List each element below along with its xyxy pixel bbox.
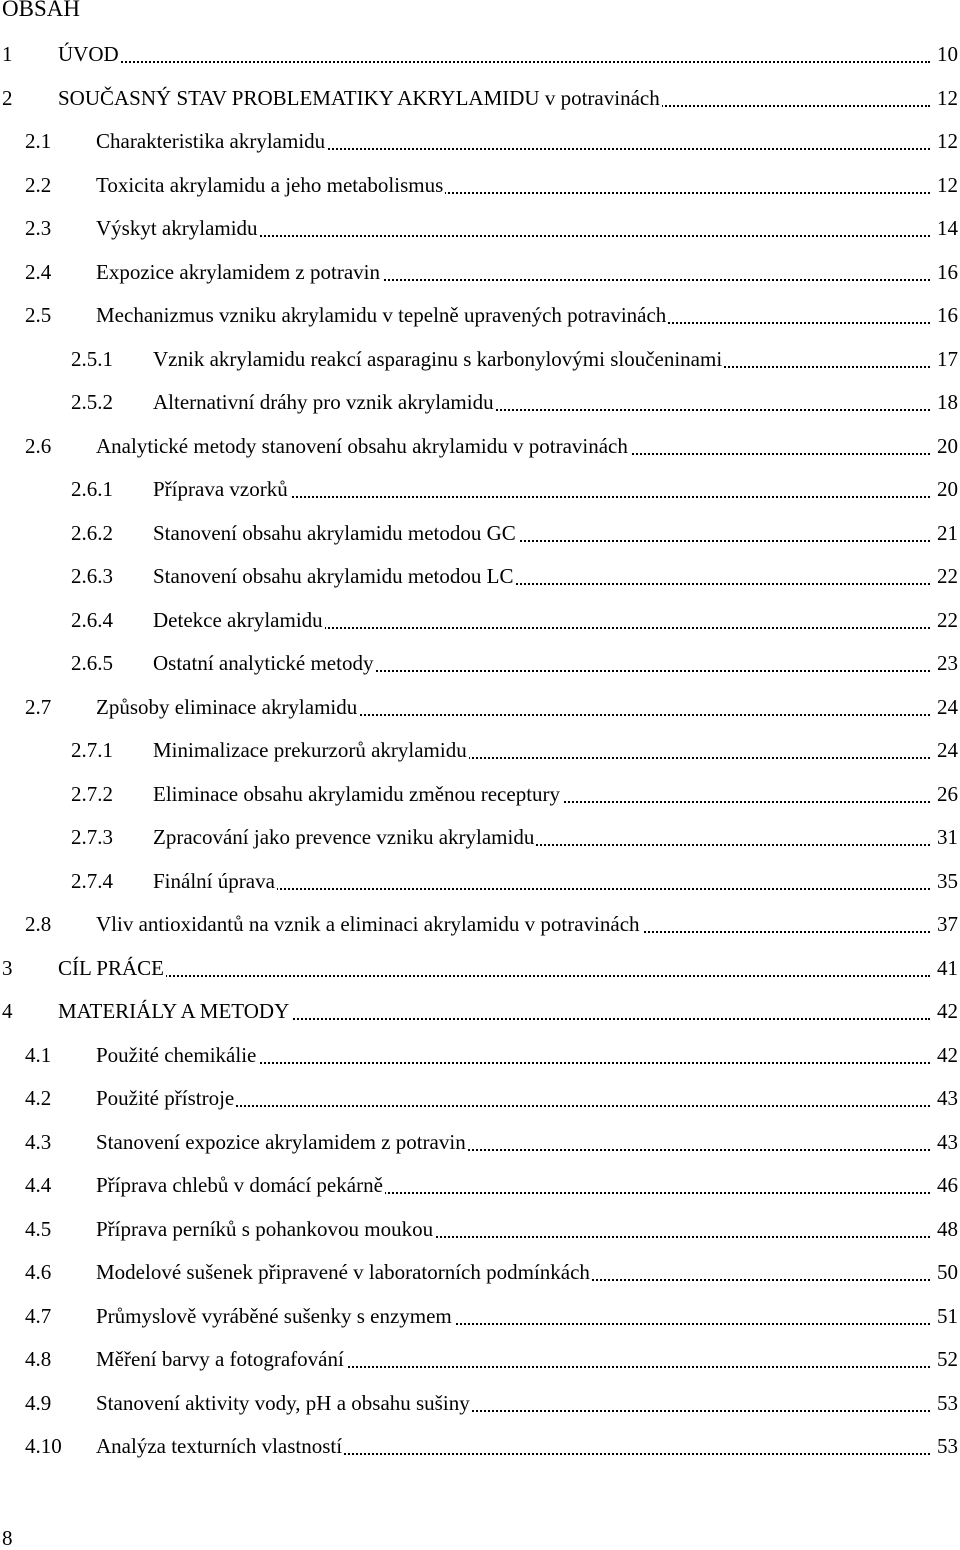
toc-entry-label: Toxicita akrylamidu a jeho metabolismus [96,172,444,197]
toc-entry[interactable] [0,554,960,598]
toc-entry-number: 3 [2,955,13,980]
toc-entry[interactable] [0,1076,960,1120]
toc-entry[interactable] [0,772,960,816]
toc-entry[interactable] [0,859,960,903]
toc-entry-label: Stanovení aktivity vody, pH a obsahu sušiny [96,1390,470,1415]
toc-entry[interactable] [0,946,960,990]
toc-entry-page: 48 [937,1216,958,1241]
toc-entry-page: 10 [937,42,958,66]
toc-entry-number: 2.7.3 [71,825,113,849]
toc-entry[interactable] [0,1381,960,1425]
toc-entry-label: Stanovení expozice akrylamidem z potravin [96,1129,466,1154]
toc-entry-number: 1 [2,42,13,66]
toc-entry-label: Modelové sušenek připravené v laboratorních podmínkách [96,1260,590,1284]
toc-entry-number: 2.6.4 [71,607,113,632]
toc-entry-label: Eliminace obsahu akrylamidu změnou receptury [153,781,561,806]
toc-entry-label: SOUČASNÝ STAV PROBLEMATIKY AKRYLAMIDU v potravinách [58,85,660,110]
toc-entry-page: 24 [937,738,958,762]
toc-entry[interactable] [0,1294,960,1338]
toc-entry-label: Použité přístroje [96,1086,235,1110]
toc-entry-number: 4.3 [25,1129,52,1154]
toc-entry-number: 4.6 [25,1260,52,1284]
toc-entry[interactable] [0,598,960,642]
page-number: 8 [2,1526,13,1550]
toc-entry-number: 4.1 [25,1042,52,1067]
toc-entry-label: Mechanizmus vzniku akrylamidu v tepelně upravených potravinách [96,303,667,327]
toc-entry-label: Analýza texturních vlastností [96,1434,343,1458]
toc-entry[interactable] [0,1163,960,1207]
toc-entry-label: Vliv antioxidantů na vznik a eliminaci akrylamidu v potravinách [96,912,640,936]
toc-entry-number: 2.7.2 [71,781,113,806]
toc-entry-page: 18 [937,390,958,414]
toc-entry-label: Příprava chlebů v domácí pekárně [96,1173,383,1197]
toc-entry-number: 2.4 [25,259,52,284]
toc-entry-page: 50 [937,1260,958,1284]
toc-entry-page: 43 [937,1129,958,1154]
toc-entry-label: Příprava vzorků [153,477,288,501]
toc-entry-page: 26 [937,781,958,806]
toc-entry[interactable] [0,641,960,685]
toc-entry[interactable] [0,250,960,294]
toc-entry-page: 16 [937,259,958,284]
toc-entry-number: 4.5 [25,1216,52,1241]
toc-entry-page: 53 [937,1390,958,1415]
toc-entry-page: 22 [937,564,958,588]
toc-entry[interactable] [0,1120,960,1164]
toc-title: OBSAH [2,0,80,21]
toc-entry[interactable] [0,337,960,381]
toc-entry-page: 46 [937,1173,958,1197]
toc-entry-number: 2.7 [25,694,52,719]
toc-entry-number: 4.7 [25,1303,52,1328]
toc-entry[interactable] [0,380,960,424]
toc-entry-page: 43 [937,1086,958,1110]
toc-entry-label: Detekce akrylamidu [153,607,323,632]
toc-entry-number: 2.3 [25,216,52,240]
toc-entry-label: Stanovení obsahu akrylamidu metodou GC [153,520,516,545]
toc-entry-page: 21 [937,520,958,545]
toc-entry[interactable] [0,685,960,729]
toc-entry-label: Stanovení obsahu akrylamidu metodou LC [153,564,514,588]
toc-entry-page: 12 [937,85,958,110]
toc-entry-label: Způsoby eliminace akrylamidu [96,694,358,719]
toc-entry-label: Průmyslově vyráběné sušenky s enzymem [96,1303,452,1328]
toc-entry-number: 4.2 [25,1086,52,1110]
toc-entry-number: 4.10 [25,1434,62,1458]
toc-entry-page: 42 [937,999,958,1023]
toc-entry-page: 53 [937,1434,958,1458]
toc-entry-label: Charakteristika akrylamidu [96,129,326,153]
toc-entry-number: 2.8 [25,912,52,936]
toc-entry-label: Minimalizace prekurzorů akrylamidu [153,738,467,762]
toc-entry-number: 2.5.1 [71,346,113,371]
toc-entry-page: 52 [937,1347,958,1371]
toc-entry[interactable] [0,1424,960,1468]
toc-entry-label: Vznik akrylamidu reakcí asparaginu s karbonylovými sloučeninami [153,346,723,371]
toc-entry[interactable] [0,76,960,120]
toc-entry-label: ÚVOD [58,42,119,66]
toc-entry-page: 35 [937,868,958,893]
toc-entry-label: Měření barvy a fotografování [96,1347,344,1371]
toc-entry[interactable] [0,728,960,772]
toc-entry-page: 20 [937,477,958,501]
toc-entry[interactable] [0,1207,960,1251]
toc-entry[interactable] [0,32,960,76]
toc-entry-page: 24 [937,694,958,719]
toc-entry-number: 2.7.4 [71,868,113,893]
toc-entry-page: 12 [937,172,958,197]
toc-entry-page: 31 [937,825,958,849]
toc-entry[interactable] [0,1250,960,1294]
toc-entry-label: Analytické metody stanovení obsahu akrylamidu v potravinách [96,433,628,458]
toc-entry-number: 2.1 [25,129,52,153]
toc-entry-number: 2.5 [25,303,52,327]
toc-entry-label: Výskyt akrylamidu [96,216,258,240]
toc-entry[interactable] [0,293,960,337]
toc-entry-number: 2.2 [25,172,52,197]
toc-entry-number: 4.9 [25,1390,52,1415]
toc-entry-number: 4 [2,999,13,1023]
toc-entry-label: CÍL PRÁCE [58,955,164,980]
toc-entry[interactable] [0,511,960,555]
toc-entry-page: 16 [937,303,958,327]
toc-entry-page: 17 [937,346,958,371]
toc-entry-label: Použité chemikálie [96,1042,257,1067]
toc-entry[interactable] [0,424,960,468]
toc-entry-number: 2.6.3 [71,564,113,588]
toc-entry-number: 2.7.1 [71,738,113,762]
toc-entry-page: 37 [937,912,958,936]
toc-entry-number: 2.6 [25,433,52,458]
toc-entry[interactable] [0,206,960,250]
toc-entry-number: 2.6.1 [71,477,113,501]
toc-entry-number: 4.8 [25,1347,52,1371]
toc-entry-number: 2.6.2 [71,520,113,545]
toc-entry-page: 12 [937,129,958,153]
toc-entry[interactable] [0,989,960,1033]
toc-leader-dots [58,975,930,977]
toc-entry[interactable] [0,467,960,511]
toc-entry-page: 22 [937,607,958,632]
toc-entry[interactable] [0,1337,960,1381]
toc-entry[interactable] [0,1033,960,1077]
toc-entry-page: 42 [937,1042,958,1067]
toc-entry-number: 4.4 [25,1173,52,1197]
toc-entry-page: 23 [937,651,958,675]
toc-entry-label: Expozice akrylamidem z potravin [96,259,380,284]
toc-entry-page: 41 [937,955,958,980]
toc-entry-label: Příprava perníků s pohankovou moukou [96,1216,434,1241]
toc-entry-page: 51 [937,1303,958,1328]
toc-entry-page: 20 [937,433,958,458]
toc-entry-label: Ostatní analytické metody [153,651,374,675]
toc-entry-number: 2 [2,85,13,110]
toc-entry-label: Zpracování jako prevence vzniku akrylamidu [153,825,535,849]
toc-list [0,32,960,1468]
toc-entry-label: MATERIÁLY A METODY [58,999,290,1023]
toc-entry[interactable] [0,815,960,859]
toc-entry-number: 2.6.5 [71,651,113,675]
toc-entry[interactable] [0,902,960,946]
toc-entry-label: Alternativní dráhy pro vznik akrylamidu [153,390,494,414]
toc-entry[interactable] [0,119,960,163]
toc-leader-dots [58,61,930,63]
toc-entry-label: Finální úprava [153,868,275,893]
toc-entry-page: 14 [937,216,958,240]
toc-entry[interactable] [0,163,960,207]
toc-entry-number: 2.5.2 [71,390,113,414]
